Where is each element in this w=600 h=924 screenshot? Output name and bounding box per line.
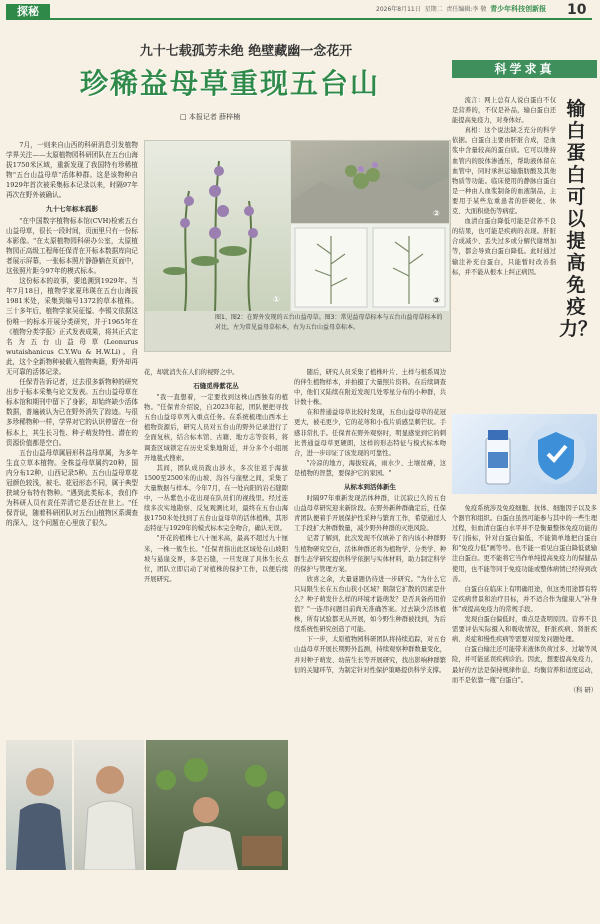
- section-heading-2: 石缝觅得紫花丛: [193, 382, 239, 391]
- lead-paragraph: 7月，一则来自山西的科研消息引发植物学界关注——太原植物园科研团队在五台山海拔1750米区域，重新发现了我国特有珍稀植物"五台山益母草"活体种群。这是该物种自1929年首次被采集标本记录以来，时隔97年再次在野外被确认。: [6, 141, 138, 200]
- section-heading-3: 从标本到活体新生: [344, 483, 396, 492]
- article-column-1: [6, 140, 138, 678]
- sidebar-banner-text: 科学求真: [494, 62, 555, 76]
- paragraph: 其间，团队成员跋山涉水，多次往返于海拔1500至2500米的山坡、沟谷与崖壁之间，采集了大量数据与样本。今年7月，在一处向阳的岩石缝隙中，一丛紫色小花出现在队员们的视线里。经过连续多次实地勘察、反复观测比对，最终在五台山海拔1750米处找到了五台山益母草的活体植株，其形态特征与1929年的模式标本完全吻合，确认无误。: [144, 464, 288, 533]
- flower-stem-illustration: [145, 141, 290, 311]
- paragraph: "我一直想着，一定要找到这株山西独有的植物。"任保青介绍说，自2023年起，团队便把寻找五台山益母草列入重点任务。在系统梳理山西本土植物资源后，研究人员对五台山的野外记录进行了全面复核，结合标本馆、古籍、地方志等资料，将调查区域锁定在历史采集地附近，并分多个小组展开地毯式搜索。: [144, 394, 288, 462]
- specimen-photo-3: [291, 224, 449, 311]
- paragraph: 这份标本的故事，要追溯到1929年。当年7月18日，植物学家夏玮瑛在五台山海拔1981米处，采集到编号1372的草本植株。三十多年后，植物学家吴征镒、李锡文依据这份唯一的标本开展分类研究，并于1965年在《植物分类学报》正式发表成果，将其正式定名为五台山益母草(Leonurus wutaishanicus C.Y.Wu & H.W.Li)。自此，这个全新物种被载入植物典籍，野外却再无可靠的活体记录。: [6, 277, 138, 376]
- photo-marker-3: ③: [433, 296, 440, 305]
- paragraph: "开花的植株七八十厘米高，最高不超过九十厘米，一株一簇生长。"任保青指出此区域处在山坡阳坡与悬崖交界，多是石缝，一旦发现了具体生长点位，团队立即启动了对植株的保护工作，以便后续开展研究。: [144, 535, 288, 583]
- paragraph: 白蛋白在临床上有明确用途，但这类用途都有特定疾病背景和治疗目标，并不适合作为健康人"补身体"或提高免疫力的常规手段。: [452, 585, 597, 613]
- section-tag: 探秘: [6, 4, 50, 20]
- sidebar-truth: 真相：这个说法缺乏充分的科学依据。白蛋白主要由肝脏合成，是血浆中含量较高的蛋白质。它可以维持血管内的胶体渗透压，帮助液体留在血管中，同时承担运输脂肪酸及其他物质等功能。临床使用的静脉白蛋白是一种由人血浆制备的血液制品，主要用于某些危重患者的肝硬化、休克、大面积烧伤等病症。: [452, 127, 556, 216]
- article-title: 珍稀益母草重现五台山: [79, 67, 380, 100]
- paragraph: 随后，研究人员采集了植株叶片、土样与根系周边的伴生植物样本，并拍摄了大量照片资料。在后续调查中，他们又陆续在附近发现几处零星分布的小种群，共计数十株。: [294, 369, 446, 407]
- header-rule: [50, 18, 592, 20]
- byline-text: 本报记者 薛梓楠: [188, 113, 241, 121]
- plant-photo-1: [145, 141, 290, 311]
- paragraph: 血清白蛋白降低可能是营养不良的结果，也可能是疾病的表现。肝脏合成减少、丢失过多或分解代谢增加等，都会导致白蛋白降低。此时通过输注补充白蛋白，只能暂时改善指标，并不能从根本上纠正病因。: [452, 218, 556, 276]
- paragraph: 发现白蛋白偏低时，重点是查明原因。营养不良需要评估实际摄入和吸收情况，肝脏疾病、肾脏疾病、炎症和慢性疾病等需要对原发问题处理。: [452, 616, 597, 644]
- article-column-3: [294, 368, 446, 868]
- albumin-vial-image: [452, 414, 597, 494]
- paragraph: 欣喜之余，大量谜题仍待进一步研究。"为什么它只局限生长在五台山狭小区域？限制它扩散的因素是什么？种子萌发什么样的环境才能萌发？是否具备药用价值？"一连串问题目前尚无准确答案。过去缺少活体植株，所有试验都无从开展，如今野生种群被找到，为后续系统性研究创造了可能。: [294, 575, 446, 634]
- plant-photo-group: [144, 140, 451, 352]
- researcher-illustration: [6, 740, 72, 870]
- researcher-seedlings-illustration: [146, 740, 288, 870]
- paragraph: 下一步，太原植物园科研团队将持续追踪，对五台山益母草开展长期野外监测，持续观察种群数量变化，并对种子萌发、幼苗生长等开展研究，找出影响种群繁衍的关键环节，为制定针对性保护策略提供科学支撑。: [294, 636, 446, 674]
- photo-marker-2: ②: [433, 209, 440, 218]
- researcher-photo-2: [74, 740, 144, 870]
- page-header: [0, 0, 600, 22]
- sidebar-source: （科 研）: [569, 686, 597, 694]
- sidebar-title: 输白蛋白可以提高免疫力？: [559, 98, 598, 340]
- greenhouse-photo: [146, 740, 288, 870]
- rock-crevice-illustration: [291, 141, 449, 223]
- photo-caption: 图1、图2：在野外发现的五台山益母草。图3：常见益母草标本与五台山益母草标本的对比，左为常见益母草标本，右为五台山益母草标本。: [215, 314, 443, 331]
- article-subtitle: 九十七载孤芳未绝 绝壁藏幽一念花开: [139, 44, 353, 59]
- paragraph: 时隔97年重新发现活体种群，让沉寂已久的五台山益母草研究迎来新阶段。在野外新种群确定后，任保青团队便着手开展保护性采种与繁育工作，希望通过人工手段扩大种群数量，减少野外种群的灭绝风险。: [294, 495, 446, 533]
- sidebar-rumor: 流言：网上总有人说白蛋白不仅是营养的，不仅是补品，输白蛋白还能提高免疫力，对身体好。: [452, 97, 556, 125]
- researcher-photo-1: [6, 740, 72, 870]
- page-number: 10: [567, 2, 587, 18]
- sidebar-column-2: [452, 504, 597, 924]
- sidebar-banner: [452, 60, 597, 78]
- albumin-vial-illustration: [452, 414, 597, 494]
- header-editor: 责任编辑:李 敬: [446, 6, 487, 13]
- paragraph: "在中国数字植物标本馆(CVH)检索五台山益母草，很长一段时间，页面里只有一份标本影像。"在太原植物园科研办公室，太原植物园正高级工程师任保青在开标本数据库向记者展示屏幕，一张标本照片静静躺在页面中，这张照片距今97年的模式标本。: [6, 216, 138, 276]
- herbarium-specimen-illustration: [291, 224, 449, 311]
- paragraph: 在和普通益母草比较时发现，五台山益母草的花冠更大，被毛更少，它的花萼和小苞片质感呈刺芒状。手感非常扎手。任保青在野外观察时，明显感觉到它的刺比普通益母草更硬朗，这样的形态特征与模式标本吻合，进一步印证了该发现的可靠性。: [294, 409, 446, 457]
- header-info: [376, 4, 552, 14]
- paragraph: 白蛋白输注还可能带来液体负荷过多、过敏等风险，并可能延误疾病诊治。因此，想要提高免疫力，最好的方法是保持规律作息、均衡营养和适度运动，而不是依靠一瓶"白蛋白"。: [452, 646, 597, 684]
- newspaper-brand: 青少年科技创新报: [490, 5, 547, 13]
- paragraph: 记者了解到，此次发现不仅填补了省内该小种群野生植物研究空白，活体种群还将为植物学、分类学、种群生态学研究提供科学依据与实体材料，助力制定科学的保护与管理方案。: [294, 535, 446, 573]
- section-heading-1: 九十七年标本孤影: [46, 204, 98, 213]
- paragraph: "冷凉的地方，海拔较高，雨水少、土壤贫瘠，这是植物的智慧，要保护它的家园。": [294, 459, 446, 477]
- paragraph: 五台山益母草属唇形科益母草属，为多年生直立草本植物。全株益母草属约20种，国内分布12种，山西记录5种。五台山益母草花冠颜色较浅，被毛、花冠形态不同，属于典型狭域分布特有物种。"遇到此类标本，我们作为科研人员有责任弄清它是否还在世上。"任保青说，随着科研团队对五台山植物区系调查的深入，这个问题在心里放了很久。: [6, 448, 138, 528]
- researcher-illustration: [74, 740, 144, 870]
- photo-marker-1: ①: [273, 295, 280, 304]
- sidebar-panel: [452, 44, 597, 882]
- paragraph-continued: 花，却就消失在人们的视野之中。: [144, 369, 239, 376]
- paragraph: 任保青告诉记者，过去很多新物种的研究出步于标本采集与论文发表。五台山益母草在标本馆和期刊中留下了身影，却始终缺少活体数据，普遍被认为已在野外消失了踪迹。与很多珍稀物种一样，学界对它的认识停留在一份标本上，其生长习性、种子萌发特性、潜在的资源价值都是空白。: [6, 378, 138, 447]
- plant-photo-2: [291, 141, 449, 223]
- article-byline: □ 本报记者 薛梓楠: [180, 113, 241, 121]
- header-weekday: 星期二: [424, 6, 443, 13]
- paragraph: 免疫系统涉及免疫细胞、抗体、细胞因子以及多个器官和组织。白蛋白虽然可能参与其中的一些生理过程，但血清白蛋白水平并不是衡量整体免疫功能的专门指标，针对白蛋白偏低，不能简单地把白蛋白和"免疫力低"画等号。也不能一看见白蛋白降低就输注白蛋白。更不能将它当作单纯提高免疫力的保健品使用，也不能等同于免疫功能或整体病情已经得到改善。: [452, 505, 597, 583]
- header-date: 2026年8月11日: [376, 6, 421, 13]
